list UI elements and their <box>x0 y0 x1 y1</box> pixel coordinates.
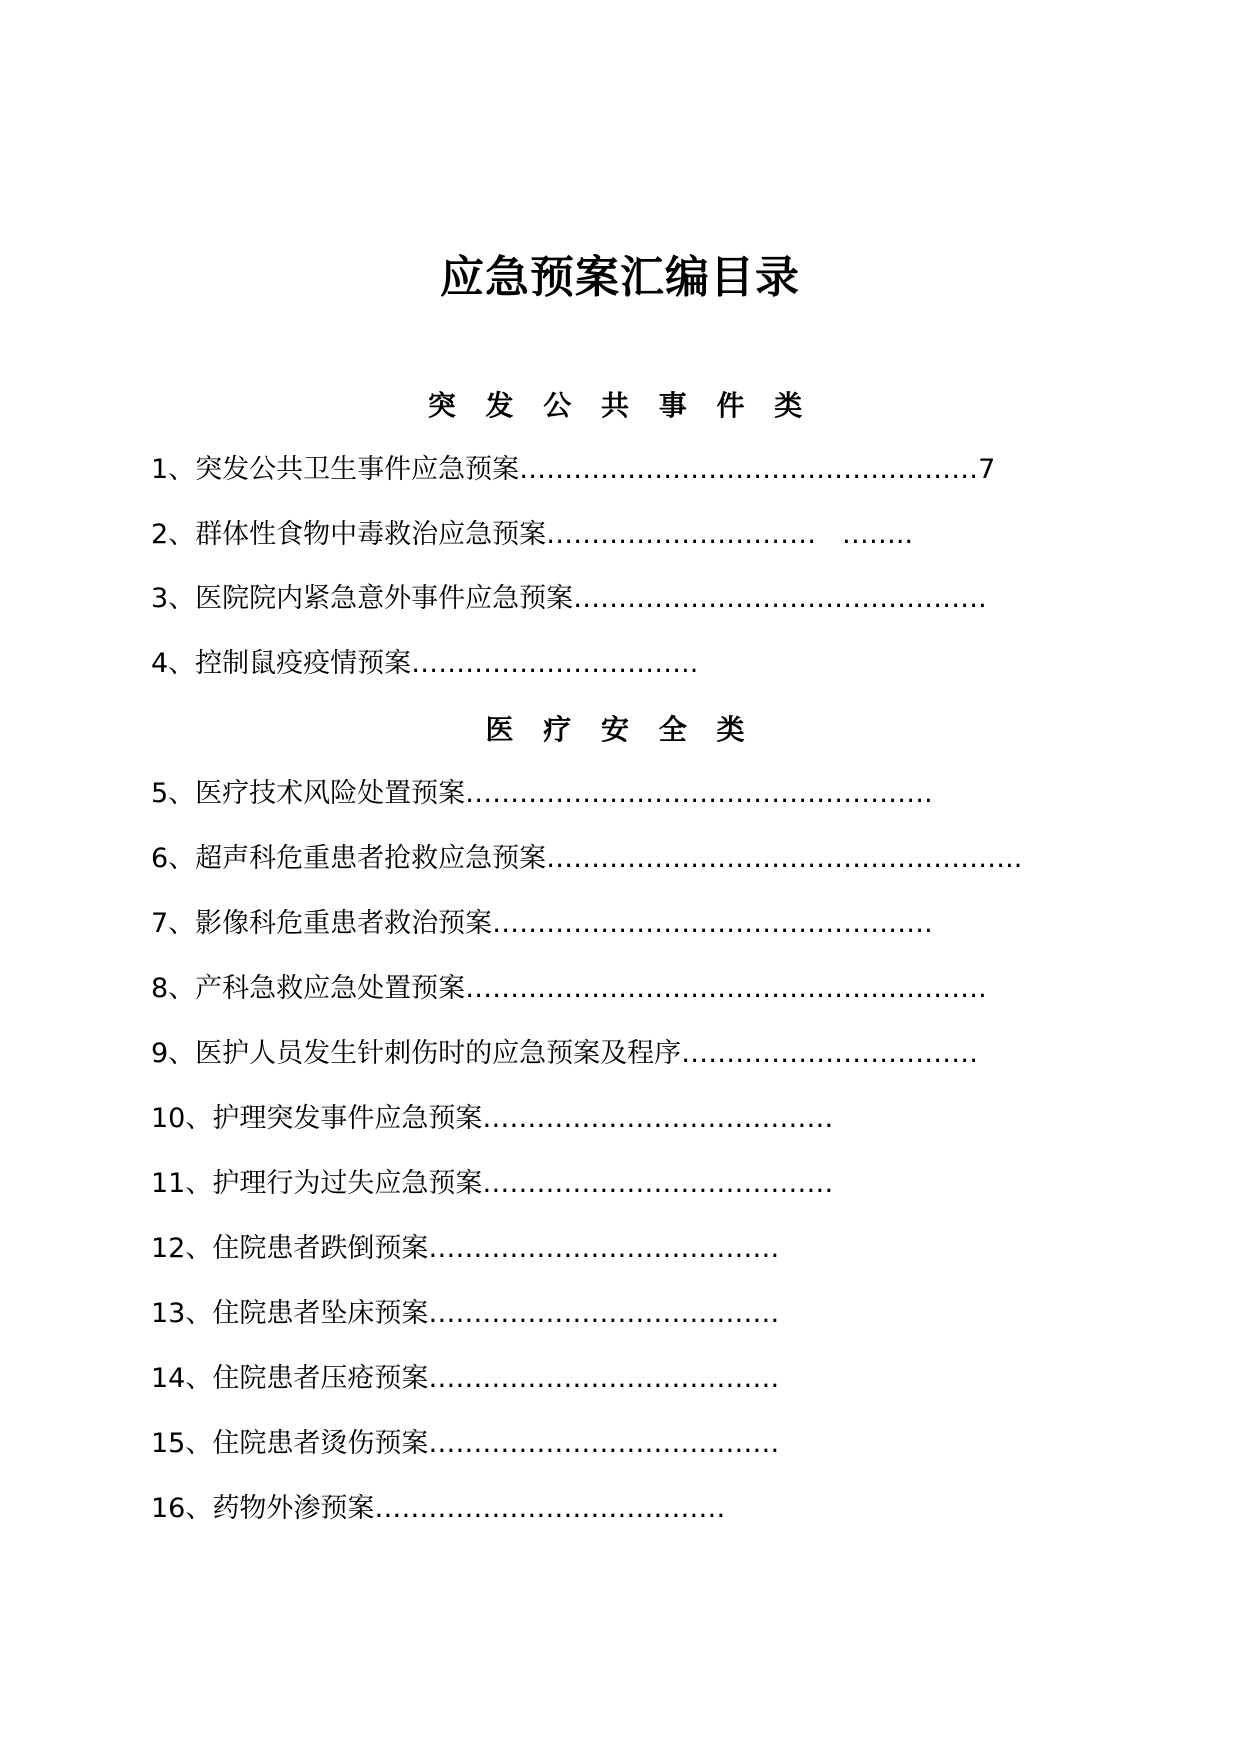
toc-entry: 9、医护人员发生针刺伤时的应急预案及程序…………………………… <box>151 1038 979 1069</box>
toc-entry: 10、护理突发事件应急预案………………………………… <box>151 1103 834 1134</box>
toc-entry: 16、药物外渗预案………………………………… <box>151 1493 726 1524</box>
toc-entry: 2、群体性食物中毒救治应急预案………………………… …….. <box>151 519 914 550</box>
toc-entry: 12、住院患者跌倒预案………………………………… <box>151 1233 780 1264</box>
toc-entry: 6、超声科危重患者抢救应急预案…………………………………………….. <box>151 843 1023 874</box>
toc-entry: 15、住院患者烫伤预案………………………………… <box>151 1428 780 1459</box>
section-heading-public-events: 突 发 公 共 事 件 类 <box>427 389 813 422</box>
document-title: 应急预案汇编目录 <box>440 252 800 303</box>
toc-entry: 14、住院患者压疮预案………………………………… <box>151 1363 780 1394</box>
section-heading-medical-safety: 医 疗 安 全 类 <box>485 713 755 746</box>
toc-entry: 3、医院院内紧急意外事件应急预案………………………………………. <box>151 583 987 614</box>
toc-entry: 4、控制鼠疫疫情预案………………………….. <box>151 648 699 679</box>
toc-entry: 13、住院患者坠床预案………………………………… <box>151 1298 780 1329</box>
toc-entry: 7、影像科危重患者救治预案…………………………………………. <box>151 908 933 939</box>
toc-entry: 11、护理行为过失应急预案………………………………… <box>151 1168 834 1199</box>
toc-entry: 1、突发公共卫生事件应急预案……………………………………………7 <box>151 454 996 485</box>
toc-entry: 8、产科急救应急处置预案…………………………………………………. <box>151 973 987 1004</box>
toc-entry: 5、医疗技术风险处置预案……………………………………………. <box>151 778 933 809</box>
